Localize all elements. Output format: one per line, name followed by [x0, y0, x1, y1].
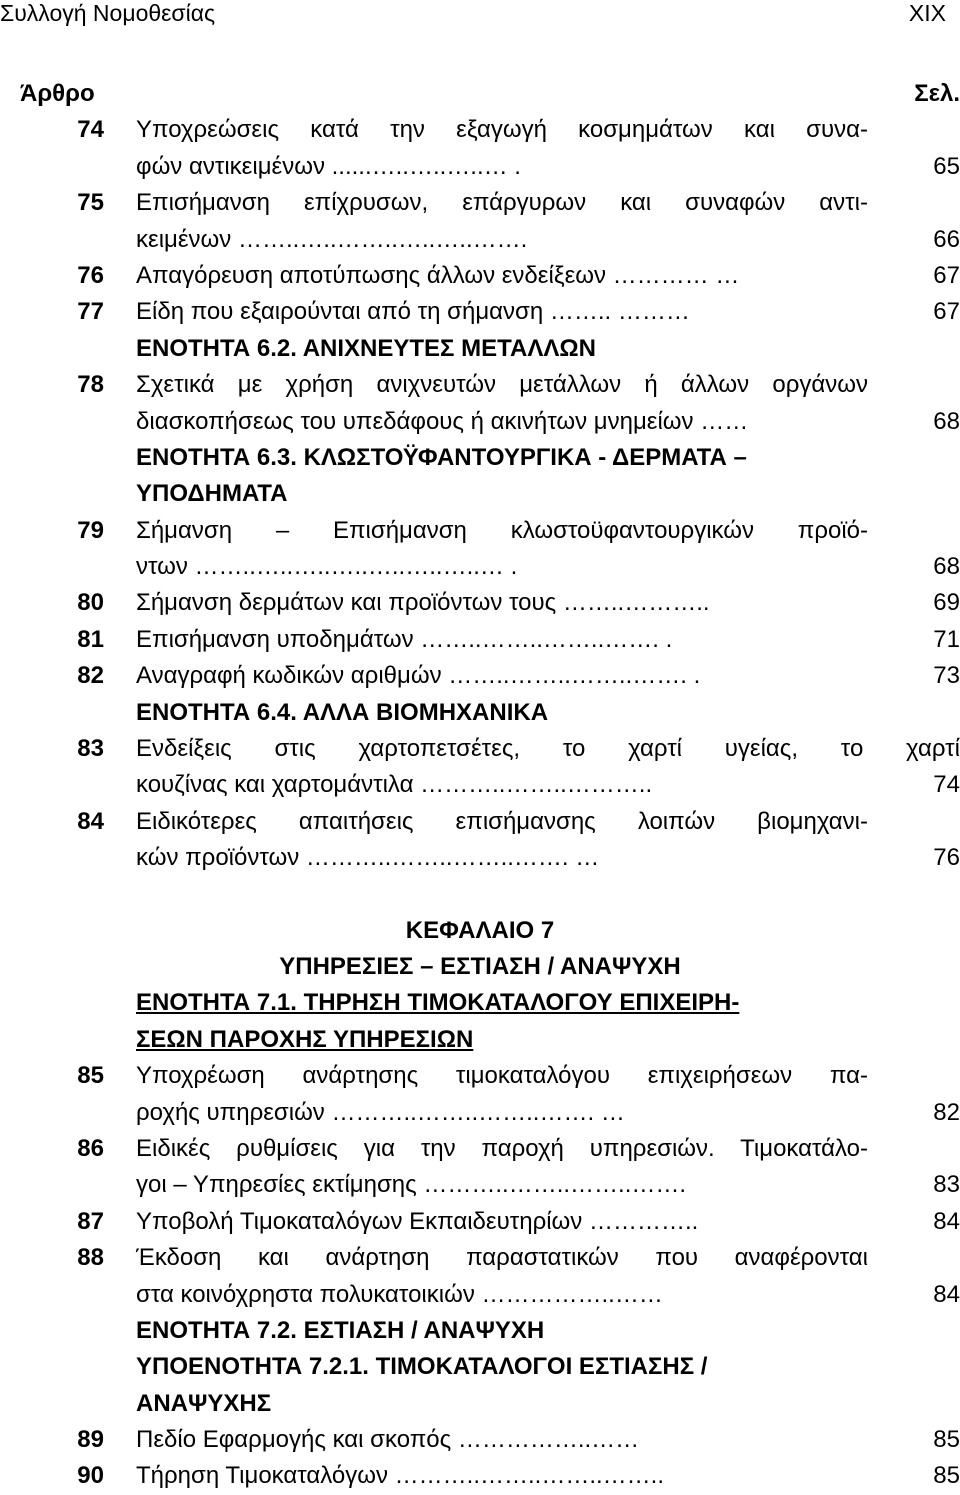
toc-entry [0, 1095, 960, 1131]
entry-title: Υποβολή Τιμοκαταλόγων Εκπαιδευτηρίων ………….. [136, 1207, 699, 1235]
toc-rows [0, 112, 960, 1494]
toc-entry [0, 294, 960, 330]
entry-title: Επισήμανση επίχρυσων, επάργυρων και συναφών αντι- [136, 189, 868, 217]
section-heading [0, 985, 960, 1021]
section-heading [0, 1349, 960, 1385]
entry-page-number: 84 [933, 1207, 960, 1235]
entry-title: Έκδοση και ανάρτηση παραστατικών που αναφέρονται [136, 1244, 868, 1272]
toc-entry [0, 1131, 960, 1167]
toc-entry [0, 404, 960, 440]
section-heading [0, 695, 960, 731]
toc-entry [0, 585, 960, 621]
entry-title: φών αντικειμένων ......…..…..…..… . [136, 152, 521, 180]
collection-title: Συλλογή Νομοθεσίας [0, 0, 216, 26]
chapter-heading-text: ΚΕΦΑΛΑΙΟ 7 [405, 916, 555, 944]
chapter-heading [0, 949, 960, 985]
entry-title: Είδη που εξαιρούνται από τη σήμανση …….. ……… [136, 298, 690, 326]
entry-page-number: 85 [933, 1426, 960, 1454]
section-title: ΑΝΑΨΥΧΗΣ [136, 1389, 272, 1417]
toc-entry [0, 1458, 960, 1494]
toc-entry [0, 149, 960, 185]
entry-title: κειμένων ……..…..……..…..…..……. [136, 225, 528, 253]
article-number: 78 [77, 371, 104, 399]
section-heading [0, 440, 960, 476]
entry-page-number: 85 [933, 1462, 960, 1490]
entry-page-number: 76 [933, 844, 960, 872]
toc-entry [0, 112, 960, 148]
toc-entry [0, 1204, 960, 1240]
section-heading [0, 476, 960, 512]
toc-column-headers [0, 76, 960, 112]
entry-title: διασκοπήσεως του υπεδάφους ή ακινήτων μνημείων …… [136, 407, 749, 435]
toc-entry [0, 1240, 960, 1276]
entry-title: Πεδίο Εφαρμογής και σκοπός ……………..…… [136, 1426, 640, 1454]
article-number: 89 [77, 1426, 104, 1454]
entry-page-number: 71 [933, 625, 960, 653]
toc-entry [0, 731, 960, 767]
toc-entry [0, 222, 960, 258]
section-title: ΕΝΟΤΗΤΑ 6.3. ΚΛΩΣΤΟΫΦΑΝΤΟΥΡΓΙΚΑ - ΔΕΡΜΑΤΑ – [136, 443, 747, 471]
table-of-contents [0, 76, 960, 1495]
article-number: 79 [77, 516, 104, 544]
entry-page-number: 67 [933, 261, 960, 289]
entry-title: ροχής υπηρεσιών ………..……..……..……. … [136, 1098, 625, 1126]
entry-title: ντων ……..…..…..…..…..…..…..… . [136, 553, 518, 581]
entry-title: κών προϊόντων ………..……..……..……. … [136, 844, 600, 872]
article-number: 75 [77, 189, 104, 217]
entry-title: Σήμανση δερμάτων και προϊόντων τους ……..……….. [136, 589, 710, 617]
page-column-header: Σελ. [914, 80, 960, 107]
chapter-heading-text: ΥΠΗΡΕΣΙΕΣ – ΕΣΤΙΑΣΗ / ΑΝΑΨΥΧΗ [279, 952, 681, 980]
entry-title: γοι – Υπηρεσίες εκτίμησης ………..……..……..……. [136, 1171, 687, 1199]
article-number: 77 [77, 298, 104, 326]
entry-title: στα κοινόχρηστα πολυκατοικιών ……………..…… [136, 1280, 663, 1308]
toc-entry [0, 1167, 960, 1203]
entry-title: Υποχρεώσεις κατά την εξαγωγή κοσμημάτων και συνα- [136, 116, 868, 144]
entry-page-number: 69 [933, 589, 960, 617]
entry-page-number: 83 [933, 1171, 960, 1199]
section-heading [0, 1313, 960, 1349]
entry-title: Ειδικές ρυθμίσεις για την παροχή υπηρεσιών. Τιμοκατάλο- [136, 1134, 868, 1162]
section-heading [0, 331, 960, 367]
entry-page-number: 68 [933, 407, 960, 435]
entry-title: κουζίνας και χαρτομάντιλα ………..……..……….. [136, 771, 653, 799]
section-title: ΕΝΟΤΗΤΑ 6.4. ΑΛΛΑ ΒΙΟΜΗΧΑΝΙΚΑ [136, 698, 549, 726]
section-title: ΕΝΟΤΗΤΑ 7.2. ΕΣΤΙΑΣΗ / ΑΝΑΨΥΧΗ [136, 1316, 545, 1344]
toc-entry [0, 513, 960, 549]
entry-page-number: 68 [933, 553, 960, 581]
entry-title: Ειδικότερες απαιτήσεις επισήμανσης λοιπών βιομηχανι- [136, 807, 868, 835]
entry-page-number: 67 [933, 298, 960, 326]
entry-page-number: 82 [933, 1098, 960, 1126]
spacer [0, 877, 960, 913]
entry-title: Τήρηση Τιμοκαταλόγων ………..……..……..…….. [136, 1462, 665, 1490]
article-column-header: Άρθρο [20, 80, 95, 107]
toc-entry [0, 549, 960, 585]
article-number: 84 [77, 807, 104, 835]
toc-entry [0, 804, 960, 840]
toc-entry [0, 185, 960, 221]
section-title: ΣΕΩΝ ΠΑΡΟΧΗΣ ΥΠΗΡΕΣΙΩΝ [136, 1025, 474, 1053]
entry-title: Σχετικά με χρήση ανιχνευτών μετάλλων ή άλλων οργάνων [136, 371, 868, 399]
section-heading [0, 1386, 960, 1422]
article-number: 87 [77, 1207, 104, 1235]
entry-title: Επισήμανση υποδημάτων ……..……..……..……. . [136, 625, 673, 653]
toc-entry [0, 767, 960, 803]
article-number: 83 [77, 735, 104, 763]
article-number: 88 [77, 1244, 104, 1272]
article-number: 81 [77, 625, 104, 653]
article-number: 80 [77, 589, 104, 617]
article-number: 76 [77, 261, 104, 289]
toc-entry [0, 367, 960, 403]
entry-page-number: 73 [933, 662, 960, 690]
article-number: 85 [77, 1062, 104, 1090]
toc-entry [0, 1058, 960, 1094]
section-title: ΥΠΟΕΝΟΤΗΤΑ 7.2.1. ΤΙΜΟΚΑΤΑΛΟΓΟΙ ΕΣΤΙΑΣΗΣ / [136, 1353, 708, 1381]
section-title: ΥΠΟΔΗΜΑΤΑ [136, 480, 288, 508]
toc-entry [0, 258, 960, 294]
article-number: 82 [77, 662, 104, 690]
page-header [0, 0, 960, 30]
toc-entry [0, 1277, 960, 1313]
entry-title: Ενδείξεις στις χαρτοπετσέτες, το χαρτί υγείας, το χαρτί [136, 735, 960, 763]
article-number: 86 [77, 1134, 104, 1162]
entry-page-number: 74 [933, 771, 960, 799]
entry-page-number: 66 [933, 225, 960, 253]
section-title: ΕΝΟΤΗΤΑ 7.1. ΤΗΡΗΣΗ ΤΙΜΟΚΑΤΑΛΟΓΟΥ ΕΠΙΧΕΙΡΗ- [136, 989, 740, 1017]
section-heading [0, 1022, 960, 1058]
entry-title: Σήμανση – Επισήμανση κλωστοϋφαντουργικών προϊό- [136, 516, 868, 544]
article-number: 90 [77, 1462, 104, 1490]
toc-entry [0, 1422, 960, 1458]
entry-title: Υποχρέωση ανάρτησης τιμοκαταλόγου επιχειρήσεων πα- [136, 1062, 868, 1090]
entry-page-number: 65 [933, 152, 960, 180]
page-number: XIX [908, 0, 946, 26]
chapter-heading [0, 913, 960, 949]
article-number: 74 [77, 116, 104, 144]
toc-entry [0, 840, 960, 876]
entry-page-number: 84 [933, 1280, 960, 1308]
section-title: ΕΝΟΤΗΤΑ 6.2. ΑΝΙΧΝΕΥΤΕΣ ΜΕΤΑΛΛΩΝ [136, 334, 596, 362]
entry-title: Αναγραφή κωδικών αριθμών ……..……..……..……. . [136, 662, 701, 690]
toc-entry [0, 622, 960, 658]
entry-title: Απαγόρευση αποτύπωσης άλλων ενδείξεων ………… … [136, 261, 740, 289]
toc-entry [0, 658, 960, 694]
